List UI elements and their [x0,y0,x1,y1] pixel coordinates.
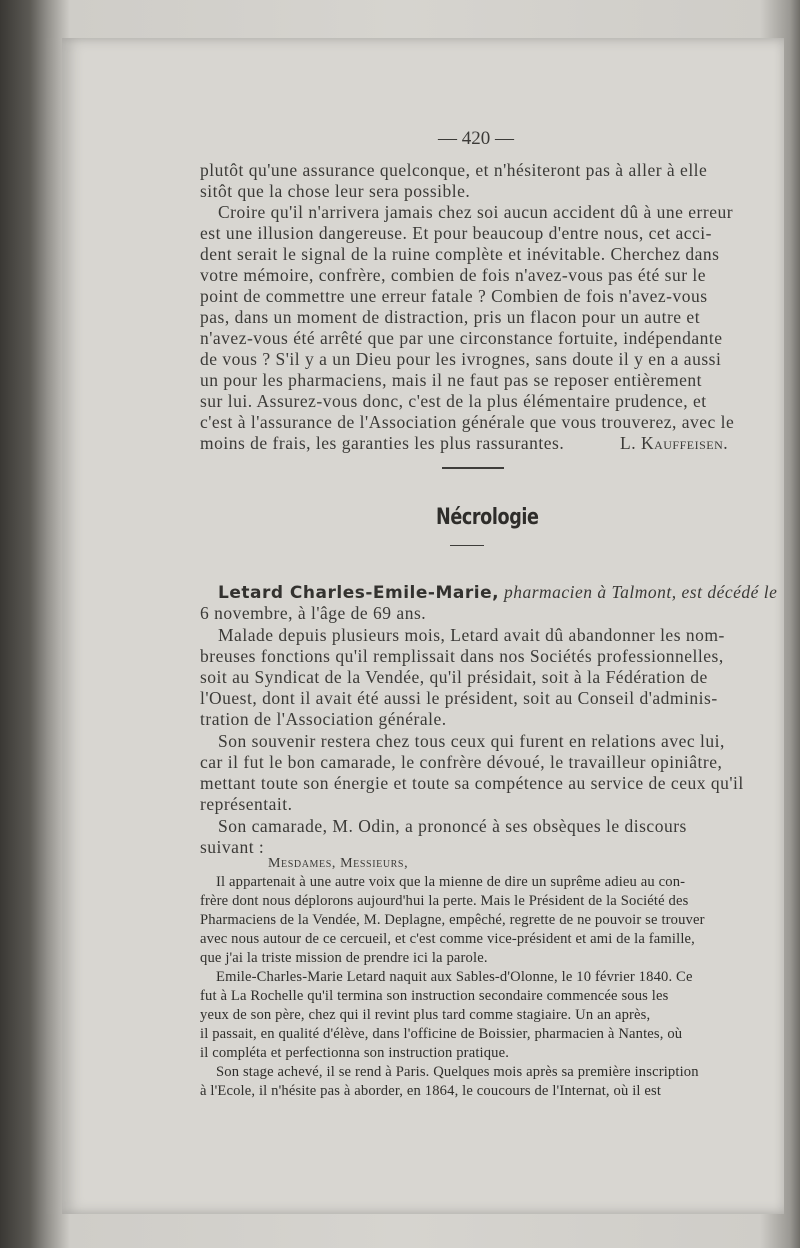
page-edge [46,38,62,1214]
speech-line: il passait, en qualité d'élève, dans l'officine de Boissier, pharmacien à Nantes, où [200,1026,683,1042]
obituary-line: représentait. [200,794,293,814]
article-line: de vous ? S'il y a un Dieu pour les ivrognes, sans doute il y en a aussi [200,349,722,369]
article-line: un pour les pharmaciens, mais il ne faut pas se reposer entièrement [200,370,702,390]
obituary-line: mettant toute son énergie et toute sa compétence au service de ceux qu'il [200,773,744,793]
obituary-line: Son souvenir restera chez tous ceux qui furent en relations avec lui, [218,731,725,751]
deceased-name: Letard Charles-Emile-Marie, [218,583,500,603]
obituary-line: 6 novembre, à l'âge de 69 ans. [200,603,427,623]
article-line: sitôt que la chose leur sera possible. [200,181,471,201]
speech-line: avec nous autour de ce cercueil, et c'est comme vice-président et ami de la famille, [200,931,695,947]
speech-line: que j'ai la triste mission de prendre ici la parole. [200,950,488,966]
speech-line: Son stage achevé, il se rend à Paris. Quelques mois après sa première inscription [216,1064,699,1080]
obituary-line: breuses fonctions qu'il remplissait dans nos Sociétés professionnelles, [200,646,724,666]
article-line: pas, dans un moment de distraction, pris un flacon pour un autre et [200,307,701,327]
lead-detail: pharmacien à Talmont, est décédé le [503,582,778,602]
article-line: plutôt qu'une assurance quelconque, et n'hésiteront pas à aller à elle [200,160,708,180]
speech-line: fut à La Rochelle qu'il termina son instruction secondaire commencée sous les [200,988,669,1004]
obituary-line: car il fut le bon camarade, le confrère dévoué, le travailleur opiniâtre, [200,752,723,772]
obituary-line: soit au Syndicat de la Vendée, qu'il présidait, soit à la Fédération de [200,667,708,687]
article-signature: L. Kauffeisen. [620,433,729,453]
speech-line: Emile-Charles-Marie Letard naquit aux Sables-d'Olonne, le 10 février 1840. Ce [216,969,693,985]
speech-salutation: Mesdames, Messieurs, [268,856,409,871]
page-number: — 420 — [438,128,514,149]
article-line: dent serait le signal de la ruine complète et inévitable. Cherchez dans [200,244,720,264]
article-line: votre mémoire, confrère, combien de fois n'avez-vous pas été sur le [200,265,707,285]
article-line: Croire qu'il n'arrivera jamais chez soi aucun accident dû à une erreur [218,202,734,222]
section-heading: Nécrologie [436,505,539,530]
speech-line: à l'Ecole, il n'hésite pas à aborder, en 1864, le coucours de l'Internat, où il est [200,1083,662,1099]
speech-line: il compléta et perfectionna son instruction pratique. [200,1045,510,1061]
obituary-line: Son camarade, M. Odin, a prononcé à ses obsèques le discours [218,816,687,836]
article-line: est une illusion dangereuse. Et pour beaucoup d'entre nous, cet acci- [200,223,712,243]
article-line: n'avez-vous été arrêté que par une circonstance fortuite, indépendante [200,328,723,348]
obituary-line: suivant : [200,837,265,857]
speech-line: Pharmaciens de la Vendée, M. Deplagne, empêché, regrette de ne pouvoir se trouver [200,912,705,928]
article-line: sur lui. Assurez-vous donc, c'est de la plus élémentaire prudence, et [200,391,707,411]
obituary-line: l'Ouest, dont il avait été aussi le président, soit au Conseil d'adminis- [200,688,718,708]
obituary-line: Malade depuis plusieurs mois, Letard avait dû abandonner les nom- [218,625,725,645]
heading-underline [450,545,484,546]
article-line: moins de frais, les garanties les plus rassurantes. [200,433,565,453]
speech-line: frère dont nous déplorons aujourd'hui la perte. Mais le Président de la Société des [200,893,689,909]
obituary-line: tration de l'Association générale. [200,709,447,729]
obituary-lead [218,582,777,603]
article-line: c'est à l'assurance de l'Association générale que vous trouverez, avec le [200,412,735,432]
section-divider [442,467,504,469]
speech-line: Il appartenait à une autre voix que la mienne de dire un suprême adieu au con- [216,874,686,890]
speech-line: yeux de son père, chez qui il revint plus tard comme stagiaire. Un an après, [200,1007,651,1023]
article-line: point de commettre une erreur fatale ? Combien de fois n'avez-vous [200,286,708,306]
